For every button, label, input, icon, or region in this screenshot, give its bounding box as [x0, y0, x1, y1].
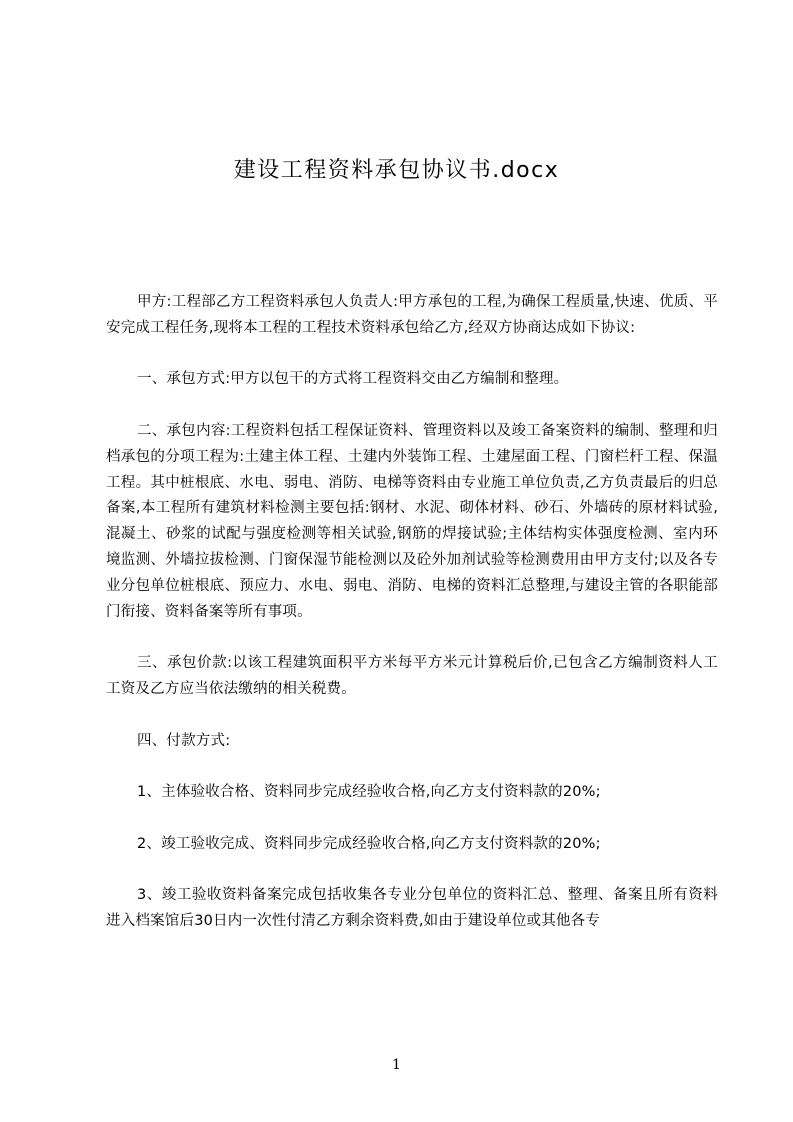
paragraph-payment-1: 1、主体验收合格、资料同步完成经验收合格,向乙方支付资料款的20%;: [137, 784, 601, 801]
paragraph-parties: 甲方:工程部乙方工程资料承包人负责人:甲方承包的工程,为确保工程质量,快速、优质、平安完成工程任务,现将本工程的工程技术资料承包给乙方,经双方协商达成如下协议:: [106, 294, 718, 336]
paragraph-payment-3: 3、竣工验收资料备案完成包括收集各专业分包单位的资料汇总、整理、备案且所有资料进入档案馆后30日内一次性付清乙方剩余资料费,如由于建设单位或其他各专: [106, 887, 718, 930]
page-number: 1: [392, 1057, 401, 1073]
paragraph-contract-method: 一、承包方式:甲方以包干的方式将工程资料交由乙方编制和整理。: [137, 371, 569, 388]
paragraph-contract-price: 三、承包价款:以该工程建筑面积平方米每平方米元计算税后价,已包含乙方编制资料人工工资及乙方应当依法缴纳的相关税费。: [106, 655, 718, 697]
paragraph-contract-content: 二、承包内容:工程资料包括工程保证资料、管理资料以及竣工备案资料的编制、整理和归档承包的分项工程为:土建主体工程、土建内外装饰工程、土建屋面工程、门窗栏杆工程、保温工程。其中桩根底、水电、弱电、消防、电梯等资料由专业施工单位负责,乙方负责最后的归总备案,本工程所有建筑材料检测主要包括:钢材、水泥、砌体材料、砂石、外墙砖的原材料试验,混凝土、砂浆的试配与强度检测等相关试验,钢筋的焊接试验;主体结构实体强度检测、室内环境监测、外墙拉拔检测、门窗保湿节能检测以及砼外加剂试验等检测费用由甲方支付;以及各专业分包单位桩根底、预应力、水电、弱电、消防、电梯的资料汇总整理,与建设主管的各职能部门衔接、资料备案等所有事项。: [106, 422, 718, 620]
document-body: [106, 290, 718, 935]
paragraph-payment-method: 四、付款方式:: [137, 732, 231, 749]
paragraph-payment-2: 2、竣工验收完成、资料同步完成经验收合格,向乙方支付资料款的20%;: [137, 835, 601, 852]
document-title: 建设工程资料承包协议书.docx: [233, 157, 560, 183]
